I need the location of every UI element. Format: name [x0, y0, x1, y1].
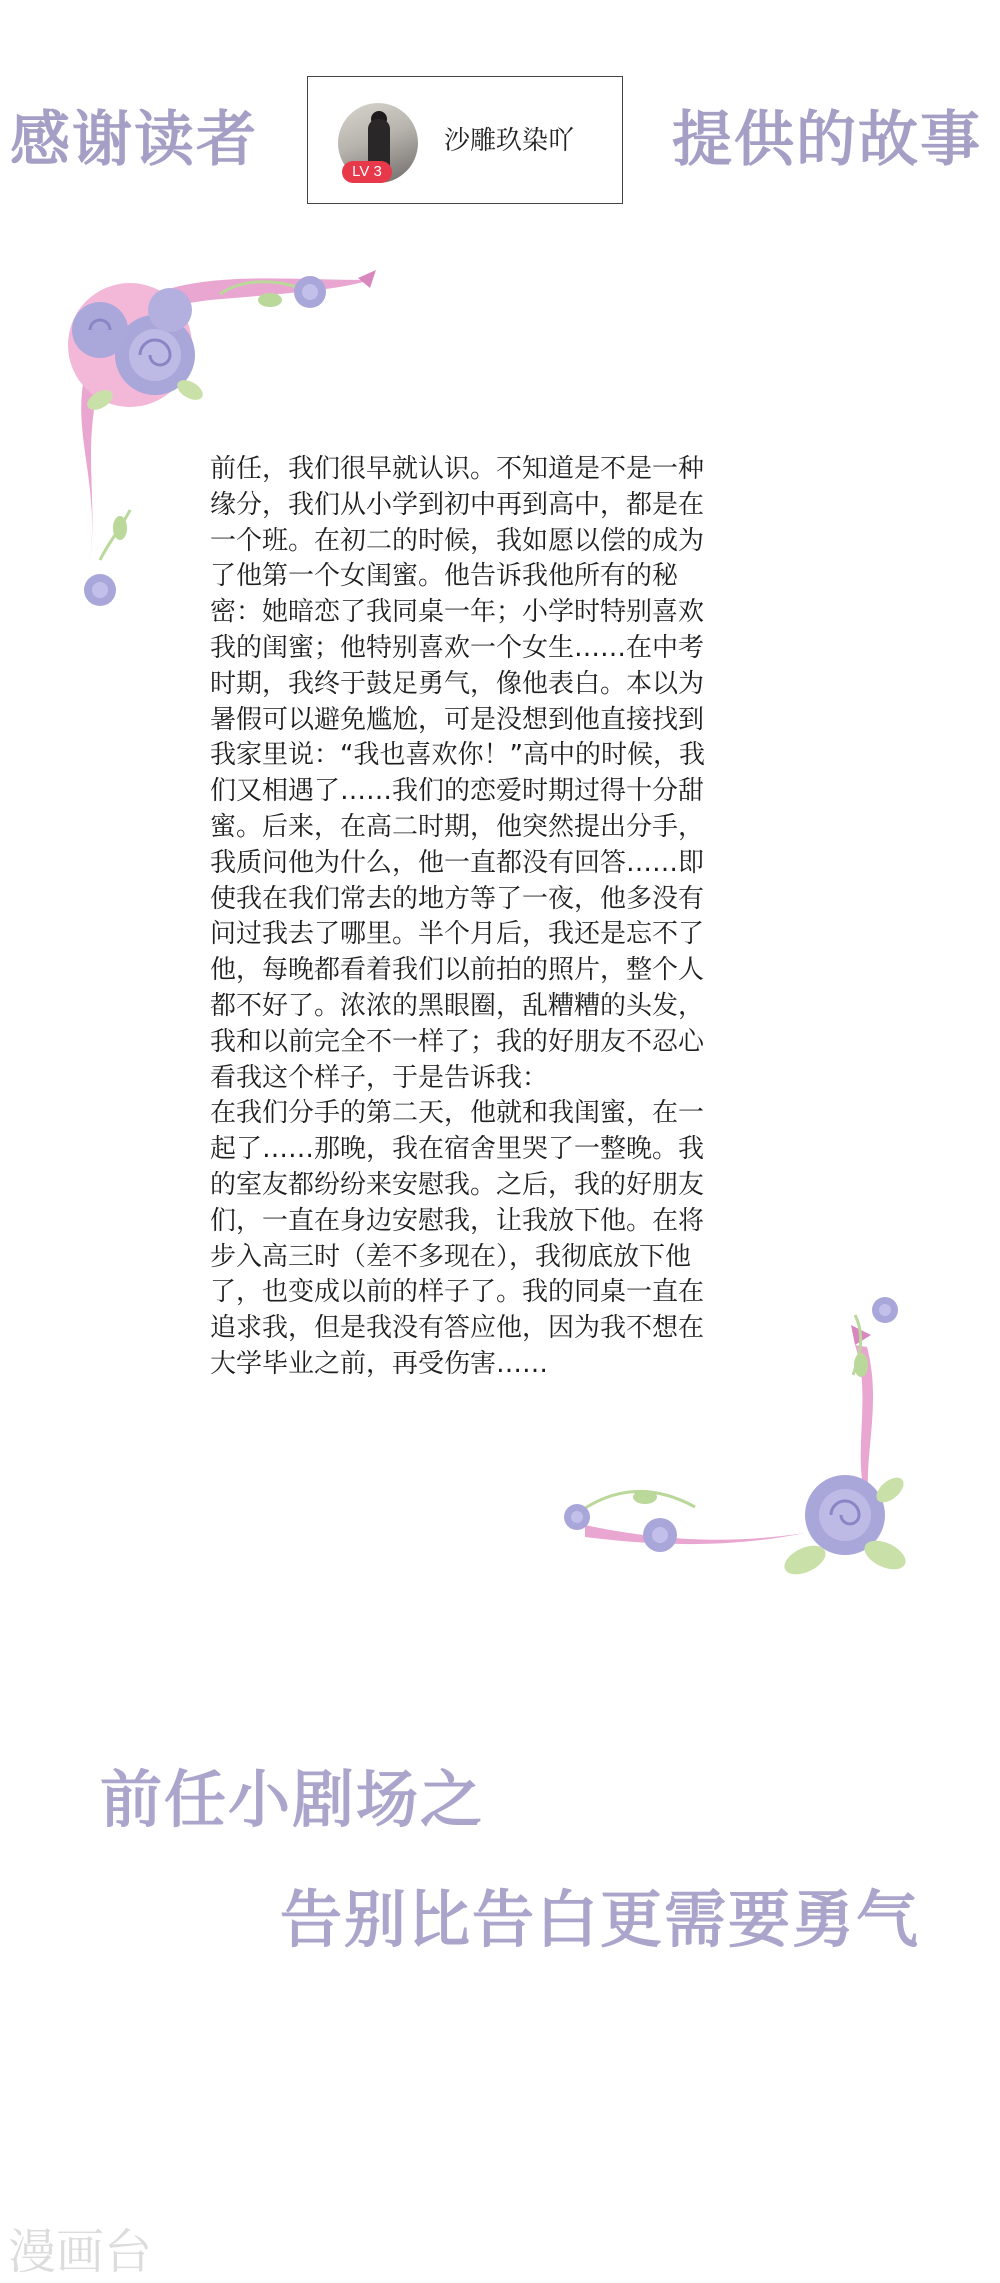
- rose-corner-icon: [555, 1285, 915, 1605]
- story-line: 使我在我们常去的地方等了一夜，他多没有: [210, 883, 705, 914]
- story-line: 追求我，但是我没有答应他，因为我不想在: [210, 1313, 705, 1344]
- story-line: 他，每晚都看着我们以前拍的照片，整个人: [210, 955, 705, 986]
- story-line: 大学毕业之前，再受伤害……: [210, 1348, 549, 1379]
- story-line: 了他第一个女闺蜜。他告诉我他所有的秘: [210, 561, 679, 592]
- story-line: 都不好了。浓浓的黑眼圈，乱糟糟的头发，: [210, 990, 705, 1021]
- story-line: 缘分，我们从小学到初中再到高中，都是在: [210, 489, 705, 520]
- story-line: 暑假可以避免尴尬，可是没想到他直接找到: [210, 704, 705, 735]
- level-badge: LV 3: [342, 161, 392, 183]
- story-line: 了，也变成以前的样子了。我的同桌一直在: [210, 1277, 705, 1308]
- reader-card[interactable]: [307, 76, 623, 204]
- title-line-1: 前任小剧场之: [100, 1763, 485, 1836]
- story-line: 我的闺蜜；他特别喜欢一个女生……在中考: [210, 632, 705, 663]
- story-line: 我家里说：“我也喜欢你！”高中的时候，我: [210, 740, 705, 771]
- story-line: 们又相遇了……我们的恋爱时期过得十分甜: [210, 776, 705, 807]
- story-line: 密：她暗恋了我同桌一年；小学时特别喜欢: [210, 597, 705, 628]
- story-line: 我质问他为什么，他一直都没有回答……即: [210, 847, 705, 878]
- title-line-2: 告别比告白更需要勇气: [280, 1883, 921, 1956]
- watermark-logo: 漫画台: [8, 2224, 153, 2280]
- story-line: 一个班。在初二的时候，我如愿以偿的成为: [210, 525, 705, 556]
- story-line: 的室友都纷纷来安慰我。之后，我的好朋友: [210, 1169, 705, 1200]
- story-line: 问过我去了哪里。半个月后，我还是忘不了: [210, 919, 705, 950]
- story-line: 蜜。后来，在高二时期，他突然提出分手，: [210, 811, 705, 842]
- story-line: 前任，我们很早就认识。不知道是不是一种: [210, 454, 705, 484]
- header-story-text: 提供的故事: [672, 105, 982, 175]
- story-line: 们，一直在身边安慰我，让我放下他。在将: [210, 1205, 705, 1236]
- story-line: 我和以前完全不一样了；我的好朋友不忍心: [210, 1026, 705, 1057]
- story-line: 时期，我终于鼓足勇气，像他表白。本以为: [210, 668, 705, 699]
- story-line: 看我这个样子，于是告诉我：: [210, 1062, 549, 1093]
- reader-name[interactable]: 沙雕玖染吖: [444, 126, 575, 156]
- story-line: 步入高三时（差不多现在），我彻底放下他: [210, 1241, 692, 1272]
- story-line: 起了……那晚，我在宿舍里哭了一整晚。我: [210, 1134, 705, 1165]
- story-line: 在我们分手的第二天，他就和我闺蜜，在一: [210, 1098, 705, 1129]
- header-thanks-text: 感谢读者: [10, 105, 258, 175]
- story-text: [210, 452, 780, 1383]
